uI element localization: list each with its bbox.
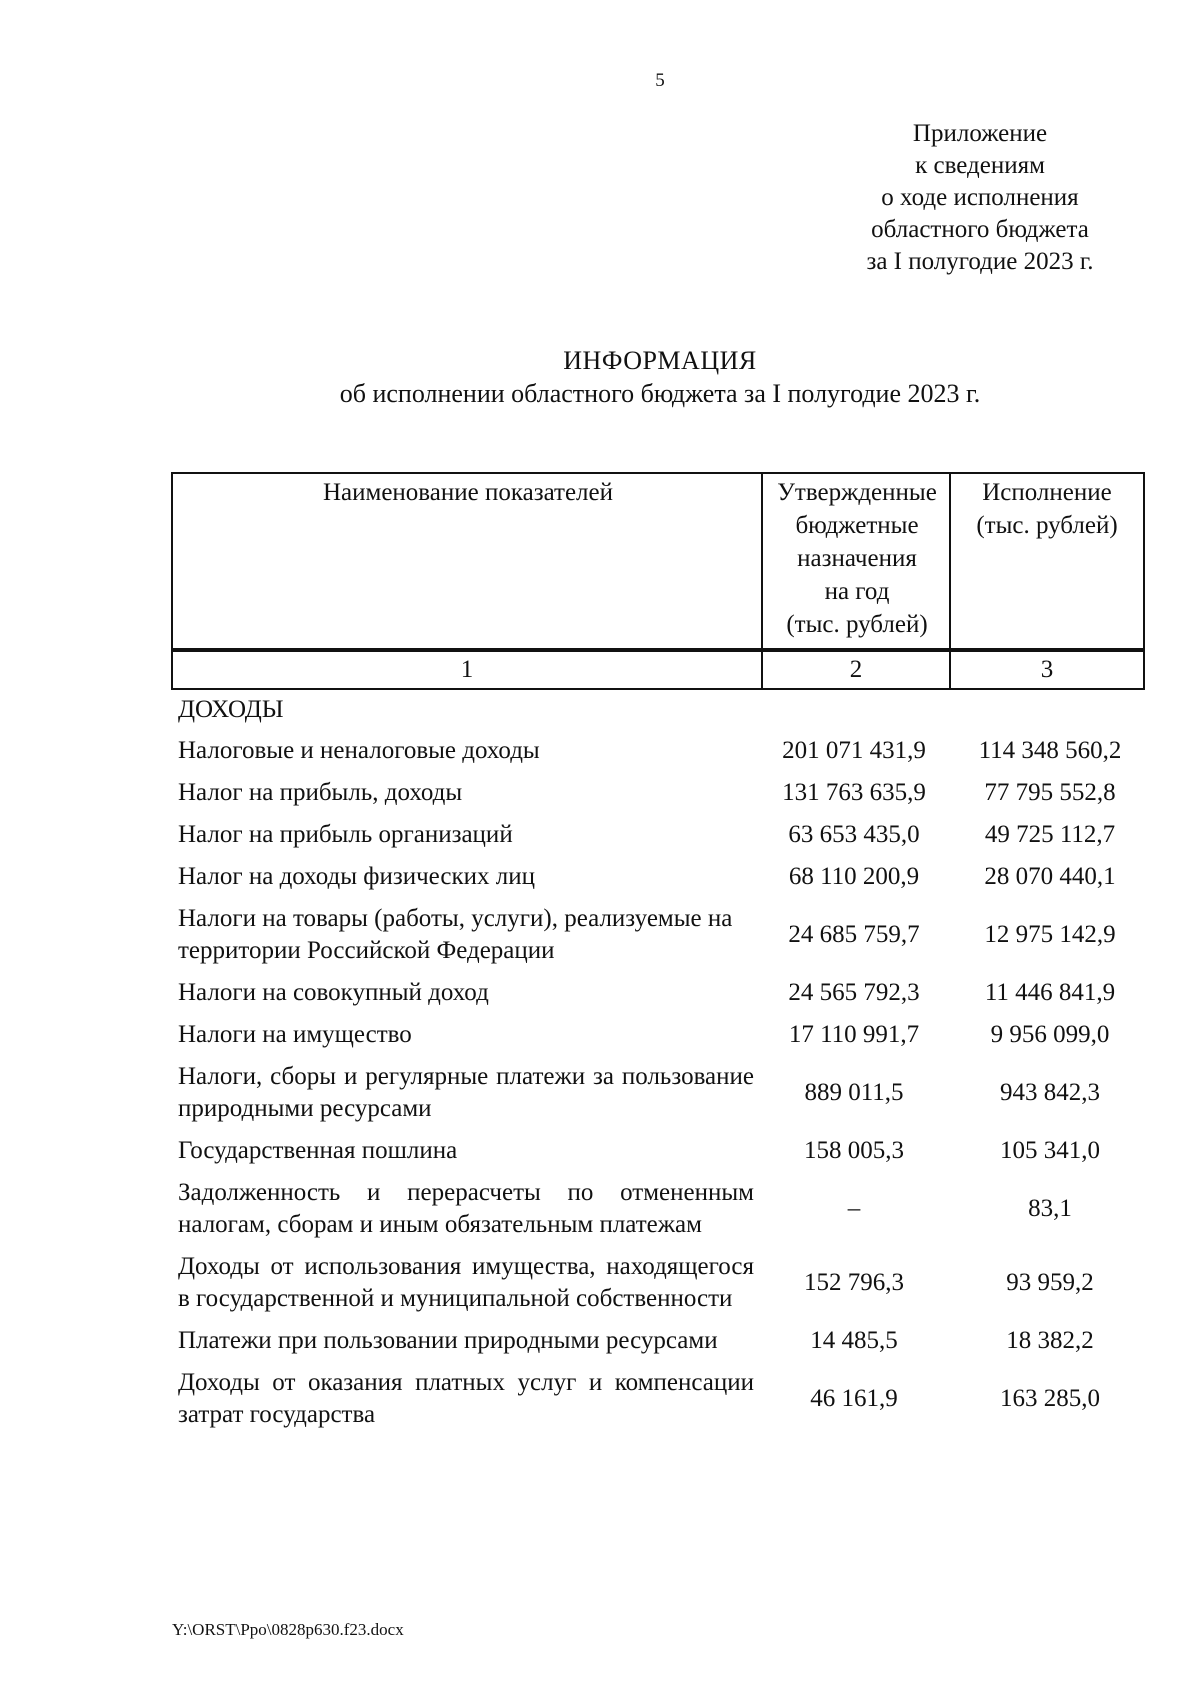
- page-number: 5: [655, 70, 665, 91]
- column-header-line: Исполнение: [982, 479, 1112, 506]
- table-body: [176, 690, 1146, 1436]
- row-exec-value: 93 959,2: [1006, 1269, 1094, 1296]
- row-exec-value: 11 446 841,9: [984, 979, 1116, 1006]
- appendix-line: к сведениям: [915, 152, 1045, 179]
- row-exec-value: 12 975 142,9: [984, 921, 1116, 948]
- section-label: ДОХОДЫ: [178, 696, 284, 723]
- row-name: Налог на прибыль организаций: [178, 821, 513, 848]
- row-plan-value: 24 565 792,3: [788, 979, 920, 1006]
- table-row: [176, 1320, 1146, 1362]
- table-row: [176, 1362, 1146, 1436]
- row-plan-value: 152 796,3: [804, 1269, 904, 1296]
- table-row: [176, 856, 1146, 898]
- document-heading: [0, 344, 1200, 410]
- column-header-name: Наименование показателей: [322, 479, 614, 506]
- row-name: Налоги на товары (работы, услуги), реализуемые на территории Российской Федерации: [178, 905, 733, 964]
- table-row: [176, 1172, 1146, 1246]
- row-plan-value: 14 485,5: [810, 1327, 898, 1354]
- row-plan-value: 68 110 200,9: [788, 863, 920, 890]
- table-row: [176, 972, 1146, 1014]
- row-name: Государственная пошлина: [178, 1137, 458, 1164]
- row-name: Налог на доходы физических лиц: [178, 863, 535, 890]
- row-plan-value: 24 685 759,7: [788, 921, 920, 948]
- row-name: Налоговые и неналоговые доходы: [178, 737, 540, 764]
- column-header-line: (тыс. рублей): [786, 611, 928, 638]
- row-name: Налоги на совокупный доход: [178, 979, 489, 1006]
- column-header-exec: [951, 474, 1143, 542]
- row-plan-value: 201 071 431,9: [782, 737, 926, 764]
- column-header-line: (тыс. рублей): [976, 512, 1118, 539]
- column-header-line: на год: [824, 578, 890, 605]
- appendix-line: областного бюджета: [871, 216, 1089, 243]
- table-row: [176, 1014, 1146, 1056]
- row-exec-value: 49 725 112,7: [984, 821, 1116, 848]
- table-row: [176, 1130, 1146, 1172]
- appendix-line: Приложение: [912, 120, 1048, 147]
- table-row: [176, 814, 1146, 856]
- table-row: [176, 898, 1146, 972]
- table-row: [176, 1056, 1146, 1130]
- row-name: Налоги, сборы и регулярные платежи за пользование природными ресурсами: [178, 1063, 754, 1122]
- row-name: Налог на прибыль, доходы: [178, 779, 463, 806]
- file-path-footer: Y:\ORST\Ppo\0828p630.f23.docx: [172, 1620, 404, 1639]
- row-exec-value: 943 842,3: [1000, 1079, 1100, 1106]
- row-plan-value: 63 653 435,0: [788, 821, 920, 848]
- column-number: 2: [849, 656, 863, 683]
- row-plan-value: –: [847, 1195, 861, 1222]
- row-plan-value: 46 161,9: [810, 1385, 898, 1412]
- column-header-line: бюджетные: [795, 512, 919, 539]
- row-name: Задолженность и перерасчеты по отмененным налогам, сборам и иным обязательным платежам: [178, 1179, 754, 1238]
- appendix-note: [830, 118, 1130, 278]
- column-header-line: назначения: [797, 545, 917, 572]
- row-plan-value: 889 011,5: [804, 1079, 904, 1106]
- column-header-plan: [763, 474, 951, 641]
- table-row: [176, 772, 1146, 814]
- row-exec-value: 28 070 440,1: [984, 863, 1116, 890]
- document-title: ИНФОРМАЦИЯ: [563, 346, 757, 375]
- row-plan-value: 131 763 635,9: [782, 779, 926, 806]
- appendix-line: о ходе исполнения: [881, 184, 1079, 211]
- document-subtitle: об исполнении областного бюджета за I полугодие 2023 г.: [339, 379, 981, 408]
- row-name: Платежи при пользовании природными ресурсами: [178, 1327, 718, 1354]
- column-header-line: Утвержденные: [777, 479, 937, 506]
- row-exec-value: 9 956 099,0: [990, 1021, 1110, 1048]
- row-plan-value: 158 005,3: [804, 1137, 904, 1164]
- row-exec-value: 105 341,0: [1000, 1137, 1100, 1164]
- row-exec-value: 114 348 560,2: [978, 737, 1122, 764]
- appendix-line: за I полугодие 2023 г.: [866, 248, 1094, 275]
- column-number: 1: [460, 656, 474, 683]
- table-row: [176, 730, 1146, 772]
- column-number: 3: [1040, 656, 1054, 683]
- row-name: Доходы от оказания платных услуг и компенсации затрат государства: [178, 1369, 754, 1428]
- row-exec-value: 163 285,0: [1000, 1385, 1100, 1412]
- table-header: [171, 472, 1145, 690]
- table-row: [176, 1246, 1146, 1320]
- row-exec-value: 77 795 552,8: [984, 779, 1116, 806]
- row-name: Доходы от использования имущества, находящегося в государственной и муниципальной собственности: [178, 1253, 754, 1312]
- row-plan-value: 17 110 991,7: [788, 1021, 920, 1048]
- row-exec-value: 18 382,2: [1006, 1327, 1094, 1354]
- row-name: Налоги на имущество: [178, 1021, 412, 1048]
- row-exec-value: 83,1: [1028, 1195, 1072, 1222]
